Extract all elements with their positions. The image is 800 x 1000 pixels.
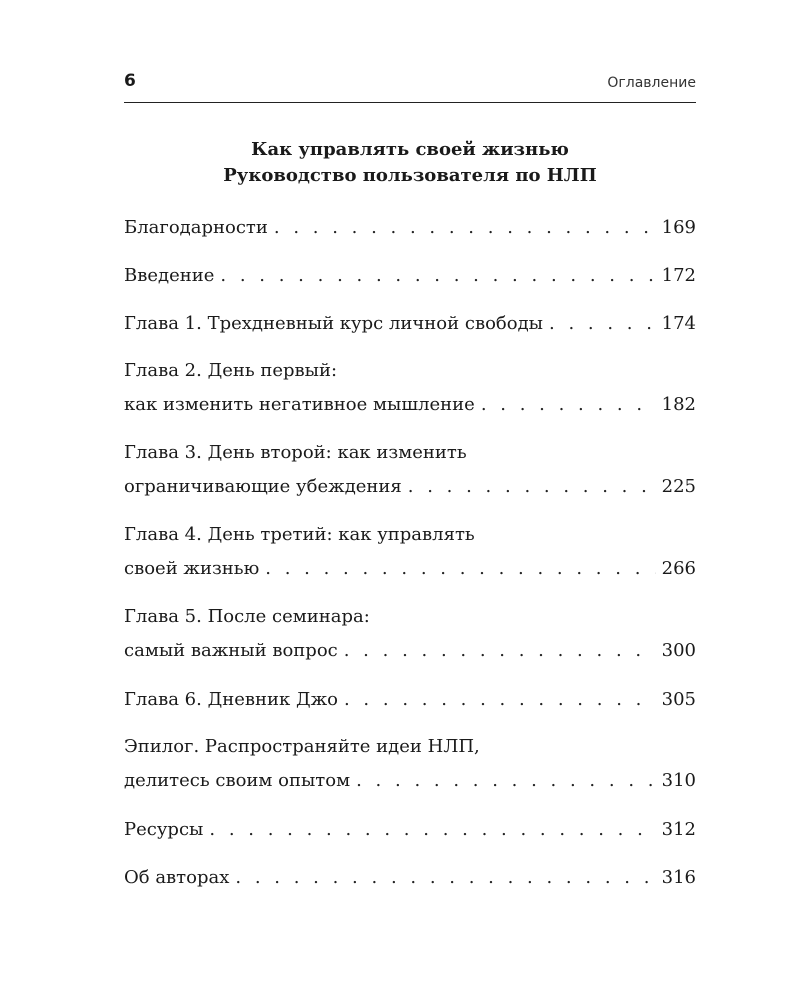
toc-entry-acknowledgements — [124, 211, 696, 245]
toc-entry-page: 312 — [661, 819, 696, 840]
toc-entry-page: 172 — [661, 265, 696, 286]
toc-entry-title-line-2: ограничивающие убеждения — [124, 476, 402, 497]
dot-leader — [209, 813, 655, 847]
toc-entry-page: 310 — [661, 770, 696, 791]
toc-entry-chapter-3 — [124, 437, 696, 505]
toc-entry-introduction — [124, 259, 696, 293]
toc-entry-page: 266 — [661, 558, 696, 579]
dot-leader — [408, 469, 656, 505]
toc-entry-chapter-5 — [124, 601, 696, 669]
dot-leader — [549, 307, 656, 341]
toc-entry-page: 316 — [661, 867, 696, 888]
toc-entry-title: Глава 6. Дневник Джо — [124, 689, 338, 710]
dot-leader — [356, 763, 656, 799]
dot-leader — [274, 211, 656, 245]
toc-entry-title-line-1: Глава 4. День третий: как управлять — [124, 524, 475, 545]
toc-entry-page: 225 — [661, 476, 696, 497]
toc-entry-title-line-2: своей жизнью — [124, 558, 260, 579]
toc-entry-page: 174 — [661, 313, 696, 334]
section-title-line-2: Руководство пользователя по НЛП — [223, 165, 597, 186]
toc-entry-title: Благодарности — [124, 217, 268, 238]
toc-entry-title-line-2: самый важный вопрос — [124, 640, 338, 661]
dot-leader — [220, 259, 655, 293]
toc-entry-chapter-6 — [124, 683, 696, 717]
toc-entry-title: Ресурсы — [124, 819, 204, 840]
toc-entry-chapter-2 — [124, 355, 696, 423]
toc-entry-title-line-2: делитесь своим опытом — [124, 770, 351, 791]
table-of-contents — [124, 211, 696, 895]
toc-entry-page: 169 — [661, 217, 696, 238]
toc-entry-title-line-1: Глава 5. После семинара: — [124, 606, 370, 627]
section-title — [124, 137, 696, 189]
toc-entry-title: Глава 1. Трехдневный курс личной свободы — [124, 313, 543, 334]
book-page — [124, 66, 696, 909]
page-number: 6 — [124, 71, 136, 91]
dot-leader — [481, 387, 656, 423]
toc-entry-page: 182 — [661, 394, 696, 415]
toc-entry-page: 305 — [661, 689, 696, 710]
toc-entry-title-line-2: как изменить негативное мышление — [124, 394, 475, 415]
dot-leader — [344, 633, 656, 669]
toc-entry-page: 300 — [661, 640, 696, 661]
toc-entry-resources — [124, 813, 696, 847]
dot-leader — [235, 861, 655, 895]
dot-leader — [344, 683, 656, 717]
toc-entry-epilogue — [124, 731, 696, 799]
page-header — [124, 66, 696, 103]
toc-entry-chapter-4 — [124, 519, 696, 587]
toc-entry-title-line-1: Эпилог. Распространяйте идеи НЛП, — [124, 736, 480, 757]
toc-entry-title-line-1: Глава 2. День первый: — [124, 360, 338, 381]
toc-entry-title-line-1: Глава 3. День второй: как изменить — [124, 442, 467, 463]
toc-entry-title: Введение — [124, 265, 215, 286]
toc-entry-about-authors — [124, 861, 696, 895]
running-head: Оглавление — [607, 75, 696, 91]
toc-entry-chapter-1 — [124, 307, 696, 341]
dot-leader — [265, 551, 655, 587]
section-title-line-1: Как управлять своей жизнью — [251, 139, 569, 160]
toc-entry-title: Об авторах — [124, 867, 230, 888]
